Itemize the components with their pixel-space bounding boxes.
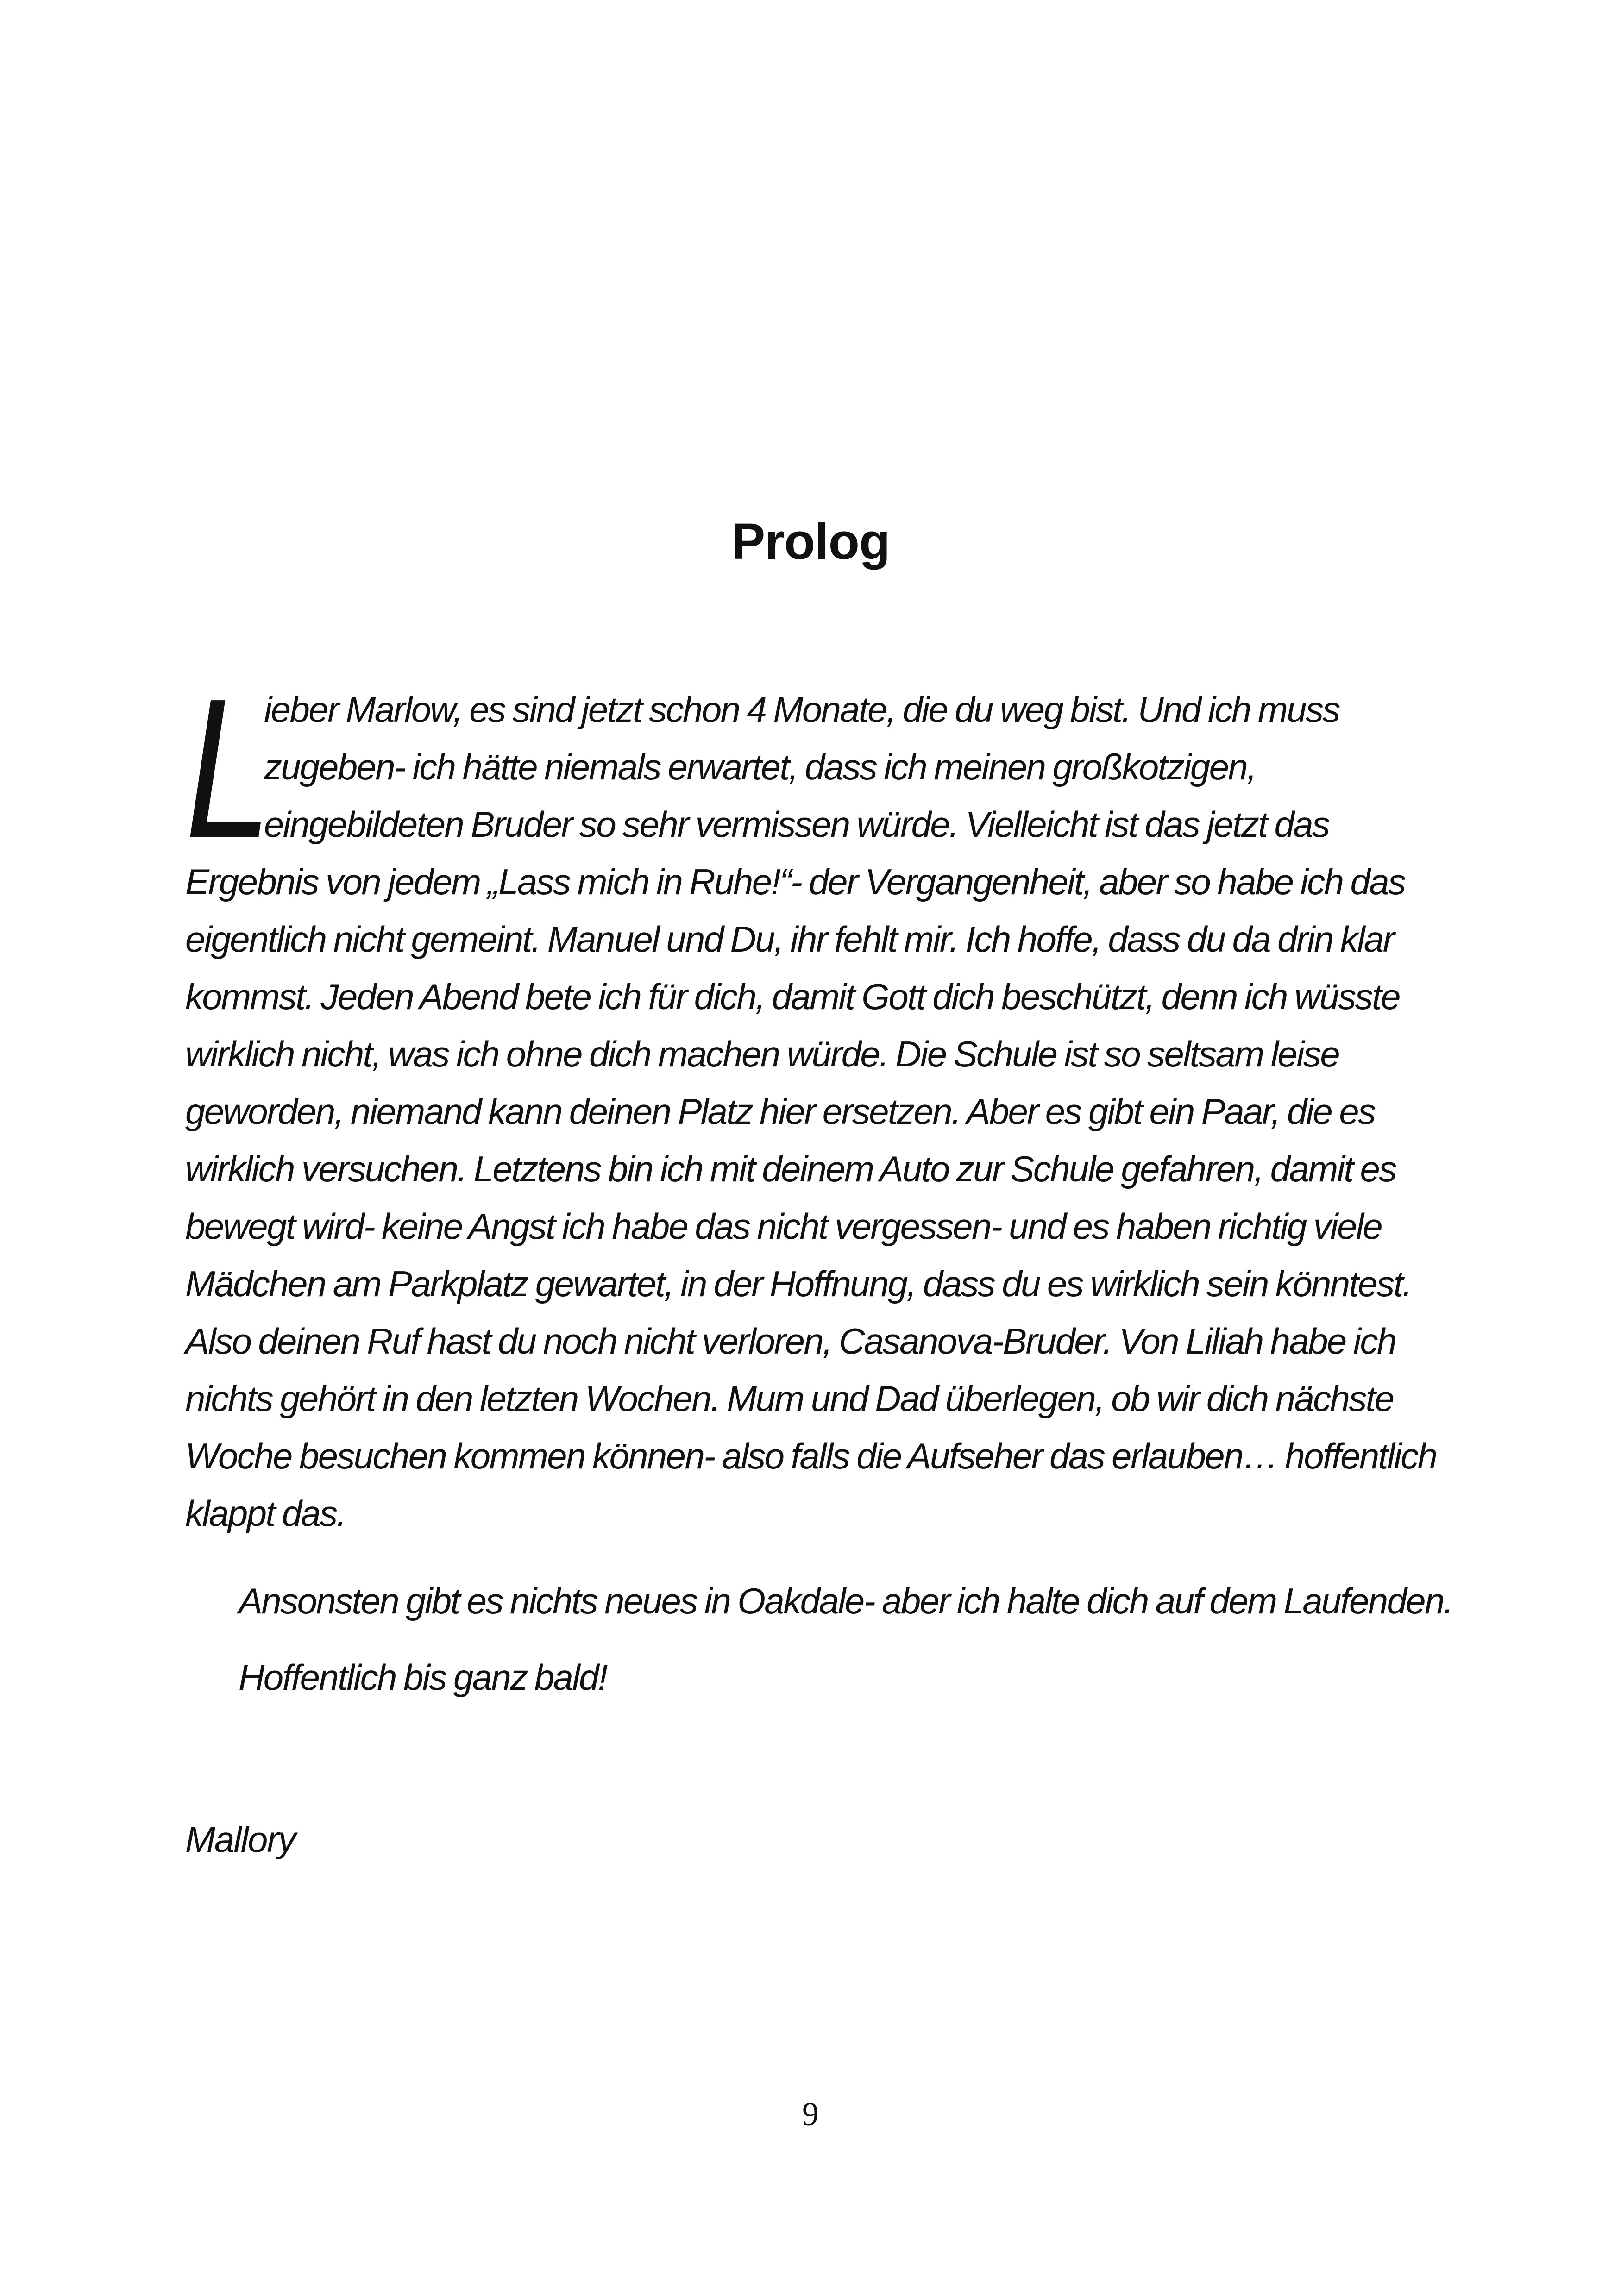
chapter-title: Prolog: [731, 513, 890, 570]
paragraph-line: wirklich versuchen. Letztens bin ich mit deinem Auto zur Schule gefahren, damit es: [185, 1148, 1396, 1189]
paragraph-line: Also deinen Ruf hast du noch nicht verloren, Casanova-Bruder. Von Liliah habe ich: [185, 1321, 1396, 1361]
paragraph-line: klappt das.: [185, 1493, 346, 1534]
closing-paragraph: Ansonsten gibt es nichts neues in Oakdale- aber ich halte dich auf dem Laufenden.: [239, 1581, 1452, 1621]
paragraph-line: eingebildeten Bruder so sehr vermissen würde. Vielleicht ist das jetzt das: [264, 804, 1329, 845]
page-number: 9: [802, 2095, 819, 2133]
farewell-line: Hoffentlich bis ganz bald!: [239, 1657, 607, 1698]
paragraph-line: Mädchen am Parkplatz gewartet, in der Hoffnung, dass du es wirklich sein könntest.: [185, 1263, 1411, 1304]
paragraph-line: nichts gehört in den letzten Wochen. Mum und Dad überlegen, ob wir dich nächste: [185, 1378, 1394, 1419]
paragraph-line: wirklich nicht, was ich ohne dich machen würde. Die Schule ist so seltsam leise: [185, 1034, 1339, 1074]
paragraph-line: ieber Marlow, es sind jetzt schon 4 Monate, die du weg bist. Und ich muss: [264, 689, 1339, 730]
letter-text: [185, 658, 1437, 1542]
paragraph-line: eigentlich nicht gemeint. Manuel und Du, ihr fehlt mir. Ich hoffe, dass du da drin klar: [185, 919, 1394, 960]
paragraph-line: geworden, niemand kann deinen Platz hier ersetzen. Aber es gibt ein Paar, die es: [185, 1091, 1375, 1132]
paragraph-line: Woche besuchen kommen können- also falls die Aufseher das erlauben… hoffentlich: [185, 1436, 1437, 1476]
paragraph-line: zugeben- ich hätte niemals erwartet, dass ich meinen großkotzigen,: [264, 747, 1256, 787]
paragraph-line: bewegt wird- keine Angst ich habe das nicht vergessen- und es haben richtig viele: [185, 1206, 1382, 1247]
drop-cap: L: [185, 658, 271, 880]
paragraph-line: kommst. Jeden Abend bete ich für dich, damit Gott dich beschützt, denn ich wüsste: [185, 976, 1400, 1017]
signature: Mallory: [185, 1819, 295, 1860]
paragraph-line: Ergebnis von jedem „Lass mich in Ruhe!“- der Vergangenheit, aber so habe ich das: [185, 861, 1405, 902]
letter-first-paragraph: [185, 658, 1437, 1542]
